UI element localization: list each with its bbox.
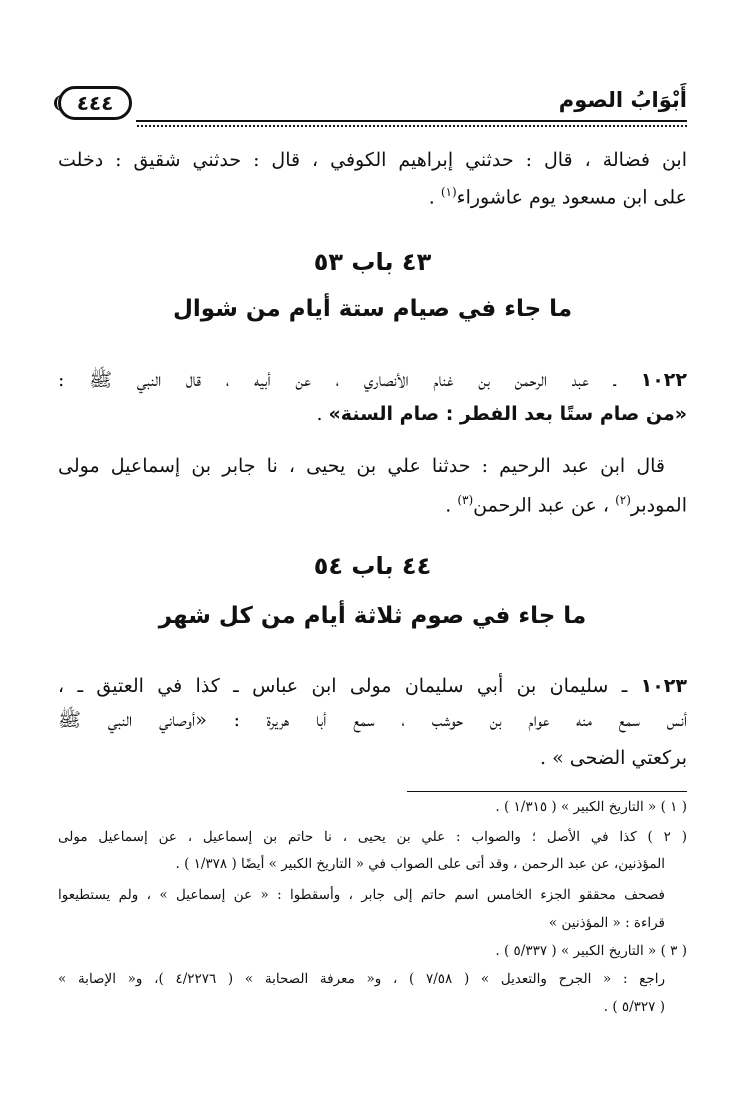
hadith-1022-note-line-2	[58, 486, 687, 519]
header-rule	[136, 120, 687, 122]
running-title: أَبْوَابُ الصوم	[558, 88, 687, 112]
hadith-1022-note-line-1: قال ابن عبد الرحيم : حدثنا علي بن يحيى ، نا جابر بن إسماعيل مولى	[58, 455, 665, 477]
note-text-a: المودبر	[630, 494, 687, 517]
footnote-3-line-1: ( ٣ ) « التاريخ الكبير » ( ٥/٣٣٧ ) .	[495, 943, 687, 959]
footnote-2-line-1: ( ٢ ) كذا في الأصل ؛ والصواب : علي بن يحيى ، نا حاتم بن إسماعيل ، عن إسماعيل مولى	[58, 829, 687, 845]
hadith-1023-line-1	[58, 672, 687, 700]
page-header	[58, 82, 687, 128]
footnote-ref-2: (٢)	[615, 493, 631, 507]
intro-line-2	[58, 178, 687, 211]
footnote-2-line-2: المؤذنين، عن عبد الرحمن ، وقد أتى على الصواب في « التاريخ الكبير » أيضًا ( ١/٣٧٨ ) .	[175, 856, 665, 872]
hadith-1022-line-2-end: .	[316, 403, 329, 425]
chapter-54-title: ما جاء في صوم ثلاثة أيام من كل شهر	[158, 603, 587, 629]
hadith-1023-text: ـ سليمان بن أبي سليمان مولى ابن عباس ـ كذا في العتيق ـ ،	[58, 675, 641, 697]
footnote-1: ( ١ ) « التاريخ الكبير » ( ١/٣١٥ ) .	[495, 799, 687, 815]
footnote-3-line-2: راجع : « الجرح والتعديل » ( ٧/٥٨ ) ، و« معرفة الصحابة » ( ٤/٢٢٧٦ )، و« الإصابة »	[58, 971, 665, 987]
footnote-separator	[407, 791, 687, 792]
hadith-1023-line-3: بركعتي الضحى » .	[540, 747, 687, 769]
chapter-54-heading: ٤٤ باب ٥٤	[313, 552, 432, 580]
intro-line-2-end: .	[428, 186, 441, 209]
chapter-53-title: ما جاء في صيام ستة أيام من شوال	[172, 296, 573, 322]
footnote-2-line-3: فصحف محققو الجزء الخامس اسم حاتم إلى جابر ، وأسقطوا : « عن إسماعيل » ، ولم يستطيعوا	[58, 887, 665, 903]
footnote-ref-1: (١)	[440, 185, 457, 199]
hadith-1022-number: ١٠٢٢	[640, 369, 687, 391]
header-dotted-rule	[136, 124, 687, 128]
footnote-2-line-4: قراءة : « المؤذنين »	[548, 915, 665, 931]
intro-line-1: ابن فضالة ، قال : حدثني إبراهيم الكوفي ، قال : حدثني شقيق : دخلت	[58, 149, 687, 171]
hadith-1023-line-2: أنس سمع منه عوام بن حوشب ، سمع أبا هريرة : «أوصاني النبي ﷺ	[58, 709, 687, 731]
note-text-b: ، عن عبد الرحمن	[473, 494, 616, 517]
hadith-1022-line-1	[58, 366, 687, 394]
page-number: ٤٤٤	[58, 86, 132, 120]
intro-line-2-text: على ابن مسعود يوم عاشوراء	[456, 186, 687, 209]
hadith-1022-quote: «من صام ستًا بعد الفطر : صام السنة»	[328, 403, 687, 425]
footnote-ref-3: (٣)	[457, 493, 474, 507]
chapter-53-heading: ٤٣ باب ٥٣	[313, 248, 432, 276]
hadith-1023-number: ١٠٢٣	[640, 675, 687, 697]
footnote-3-line-3: ( ٥/٣٢٧ ) .	[603, 999, 665, 1015]
hadith-1022-line-2	[58, 400, 687, 428]
note-text-end: .	[445, 494, 458, 517]
hadith-1022-text: ـ عبد الرحمن بن غنام الأنصاري ، عن أبيه ، قال النبي ﷺ :	[58, 369, 641, 391]
